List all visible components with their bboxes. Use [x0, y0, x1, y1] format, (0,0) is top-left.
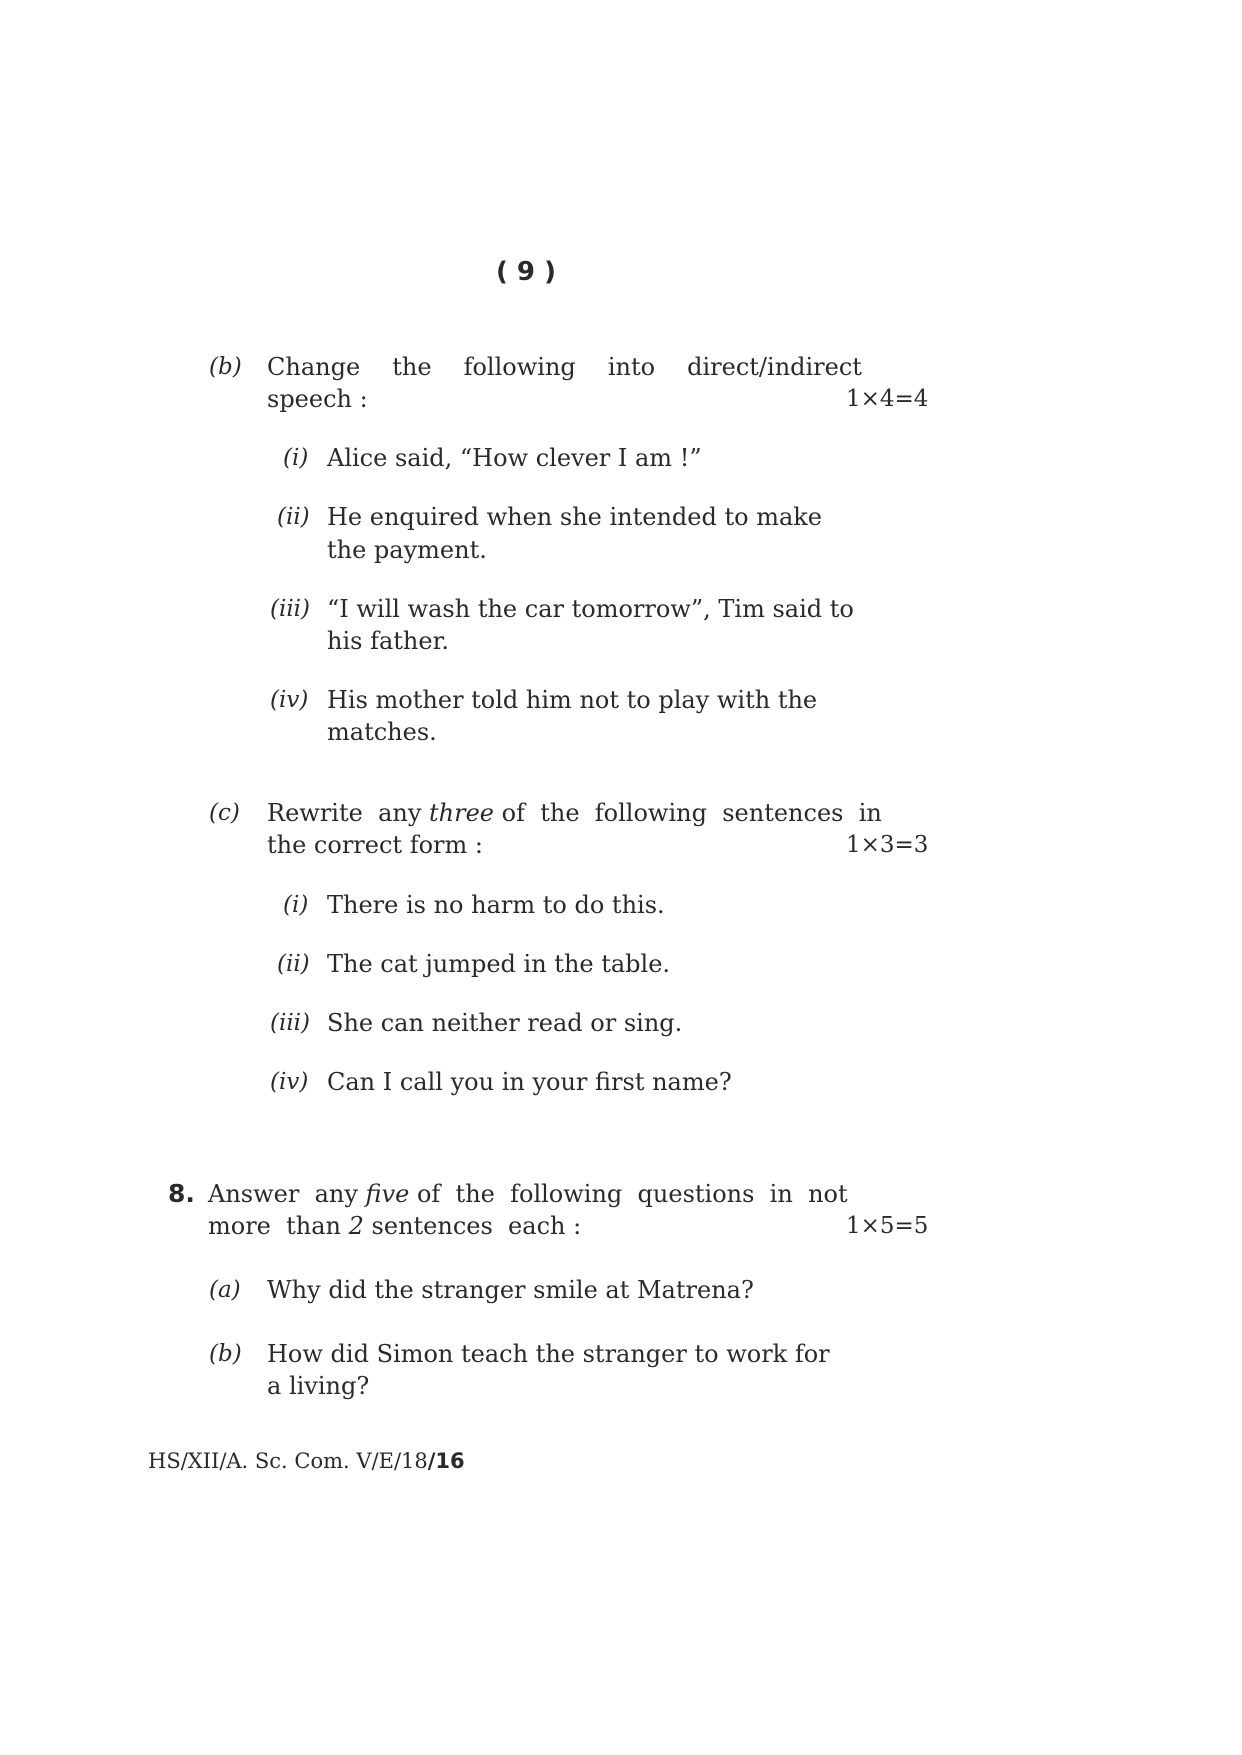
- item-text: The cat jumped in the table.: [327, 950, 671, 978]
- item-label: (iv): [270, 1069, 309, 1095]
- item-label: (a): [209, 1277, 241, 1303]
- question-c-emphasis: three: [429, 799, 495, 827]
- question-c-line1: [267, 801, 882, 825]
- question-c-marks: 1×3=3: [846, 832, 929, 858]
- word: Change: [267, 353, 361, 381]
- item-text: How did Simon teach the stranger to work for: [267, 1340, 830, 1368]
- item-label: (ii): [277, 951, 310, 977]
- word: into: [607, 353, 656, 381]
- question-8-emphasis: five: [365, 1180, 410, 1208]
- item-text: There is no harm to do this.: [327, 891, 665, 919]
- question-8-marks: 1×5=5: [846, 1213, 929, 1239]
- item-text: “I will wash the car tomorrow”, Tim said to: [327, 595, 854, 623]
- item-label: (iii): [270, 596, 311, 622]
- question-8-line2-start: more than: [208, 1212, 349, 1240]
- item-text: Alice said, “How clever I am !”: [327, 444, 702, 472]
- footer-code: [148, 1450, 465, 1472]
- footer-code-bold: /16: [427, 1449, 465, 1473]
- item-text: She can neither read or sing.: [327, 1009, 683, 1037]
- question-b-line1: [267, 355, 862, 379]
- question-8-line2-end: sentences each :: [363, 1212, 582, 1240]
- question-b-line2: speech :: [267, 385, 368, 413]
- item-text: a living?: [267, 1372, 370, 1400]
- item-label: (i): [283, 445, 309, 471]
- question-c-line2: the correct form :: [267, 831, 483, 859]
- footer-code-text: HS/XII/A. Sc. Com. V/E/18: [148, 1449, 428, 1473]
- item-text: Why did the stranger smile at Matrena?: [267, 1276, 754, 1304]
- question-8-emphasis-2: 2: [348, 1212, 364, 1240]
- word: following: [463, 353, 576, 381]
- question-8-line1: [208, 1182, 848, 1206]
- word: the: [392, 353, 432, 381]
- question-c-line1-end: of the following sentences in: [494, 799, 882, 827]
- question-8-line1-start: Answer any: [208, 1180, 366, 1208]
- question-c-line1-start: Rewrite any: [267, 799, 430, 827]
- question-b-marks: 1×4=4: [846, 386, 929, 412]
- item-label: (i): [283, 892, 309, 918]
- question-b-label: (b): [209, 354, 242, 380]
- item-text: His mother told him not to play with the: [327, 686, 818, 714]
- item-label: (iv): [270, 687, 309, 713]
- item-label: (ii): [277, 504, 310, 530]
- item-text: his father.: [327, 627, 450, 655]
- item-text: Can I call you in your first name?: [327, 1068, 732, 1096]
- word: direct/indirect: [687, 353, 862, 381]
- question-8-line1-end: of the following questions in not: [409, 1180, 848, 1208]
- question-8-line2: [208, 1214, 581, 1238]
- item-text: matches.: [327, 718, 437, 746]
- item-label: (b): [209, 1341, 242, 1367]
- item-text: the payment.: [327, 536, 487, 564]
- question-c-label: (c): [209, 800, 240, 826]
- item-label: (iii): [270, 1010, 311, 1036]
- page-number: ( 9 ): [496, 257, 556, 287]
- item-text: He enquired when she intended to make: [327, 503, 823, 531]
- question-8-number: 8.: [168, 1179, 195, 1208]
